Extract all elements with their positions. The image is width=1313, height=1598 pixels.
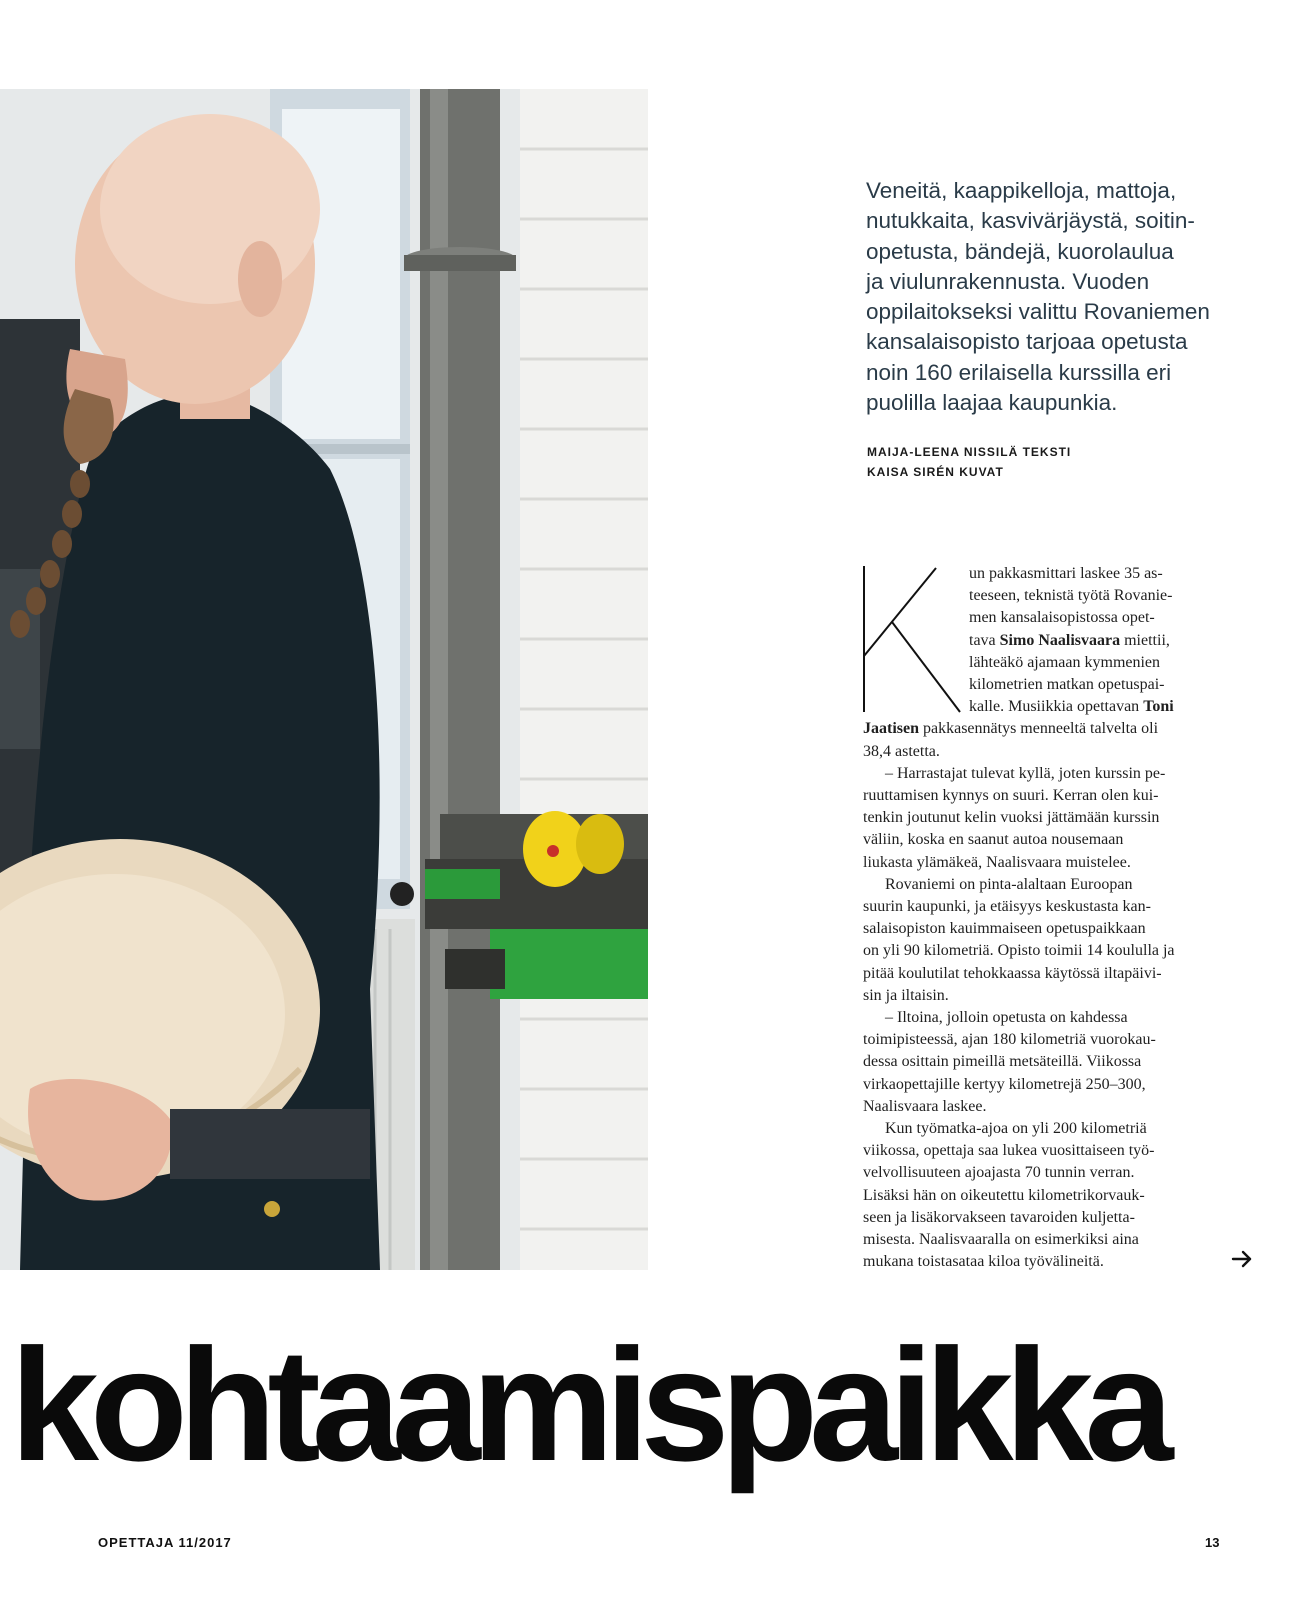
body-line: ruuttamisen kynnys on suuri. Kerran olen kui-: [863, 787, 1159, 805]
lead-line: kansalaisopisto tarjoaa opetusta: [866, 329, 1188, 355]
body-line: kilometrien matkan opetuspai-: [969, 676, 1165, 694]
person-name: Jaatisen: [863, 720, 919, 738]
lead-line: nutukkaita, kasvivärjäystä, soitin-: [866, 208, 1195, 234]
body-line: väliin, koska en saanut autoa nousemaan: [863, 831, 1124, 849]
page-number: 13: [1205, 1535, 1220, 1550]
body-line: un pakkasmittari laskee 35 as-: [969, 565, 1163, 582]
body-line: kalle. Musiikkia opettavan Toni: [969, 698, 1174, 716]
footer-magazine: OPETTAJA 11/2017: [98, 1535, 232, 1550]
lead-line: oppilaitokseksi valittu Rovaniemen: [866, 299, 1210, 325]
body-line: Kun työmatka-ajoa on yli 200 kilometriä: [885, 1120, 1147, 1138]
body-line: 38,4 astetta.: [863, 742, 940, 760]
body-line: tenkin joutunut kelin vuoksi jättämään kurssin: [863, 809, 1160, 827]
body-line: sin ja iltaisin.: [863, 986, 949, 1004]
body-line: teeseen, teknistä työtä Rovanie-: [969, 587, 1173, 605]
person-name: Toni: [1143, 698, 1174, 716]
lead-line: Veneitä, kaappikelloja, mattoja,: [866, 178, 1177, 203]
body-line: – Iltoina, jolloin opetusta on kahdessa: [885, 1009, 1128, 1027]
body-line: Rovaniemi on pinta-alaltaan Euroopan: [885, 875, 1133, 893]
person-name: Simo Naalisvaara: [999, 631, 1121, 649]
photo-illustration: [0, 89, 648, 1270]
body-line: viikossa, opettaja saa lukea vuosittaiseen työ-: [863, 1142, 1155, 1160]
body-line: velvollisuuteen ajoajasta 70 tunnin verran.: [863, 1164, 1135, 1182]
body-line: toimipisteessä, ajan 180 kilometriä vuorokau-: [863, 1031, 1156, 1049]
body-line: pitää koulutilat tehokkaassa käytössä iltapäivi-: [863, 964, 1162, 982]
body-line: suurin kaupunki, ja etäisyys keskustasta kan-: [863, 898, 1151, 916]
body-line: virkaopettajille kertyy kilometrejä 250–300,: [863, 1075, 1146, 1093]
lead-line: opetusta, bändejä, kuorolaulua: [866, 238, 1174, 264]
body-line: tava Simo Naalisvaara miettii,: [969, 631, 1170, 649]
body-line: lähteäkö ajamaan kymmenien: [969, 653, 1161, 671]
body-line: men kansalaisopistossa opet-: [969, 609, 1155, 627]
body-line: seen ja lisäkorvakseen tavaroiden kuljetta-: [863, 1208, 1135, 1226]
article-photo: [0, 89, 648, 1270]
credit-photos: KAISA SIRÉN KUVAT: [867, 465, 1004, 479]
credit-text: MAIJA-LEENA NISSILÄ TEKSTI: [867, 445, 1072, 459]
body-line: salaisopiston kauimmaiseen opetuspaikkaan: [863, 920, 1146, 938]
body-line: on yli 90 kilometriä. Opisto toimii 14 koululla ja: [863, 942, 1175, 960]
lead-line: puolilla laajaa kaupunkia.: [866, 390, 1118, 416]
body-line: mukana toistasataa kiloa työvälineitä.: [863, 1253, 1104, 1271]
body-line: liukasta ylämäkeä, Naalisvaara muistelee.: [863, 853, 1131, 871]
body-line: Jaatisen pakkasennätys menneeltä talvelta oli: [863, 720, 1159, 738]
lead-paragraph: [866, 176, 1226, 418]
body-line: Naalisvaara laskee.: [863, 1097, 987, 1115]
body-line: dessa osittain pimeillä metsäteillä. Viikossa: [863, 1053, 1142, 1071]
lead-line: ja viulunrakennusta. Vuoden: [866, 268, 1150, 294]
arrow-right-icon: [1231, 1250, 1253, 1268]
lead-line: noin 160 erilaisella kurssilla eri: [866, 359, 1172, 385]
body-line: Lisäksi hän on oikeutettu kilometrikorvauk-: [863, 1186, 1145, 1204]
article-body: [863, 563, 1233, 1274]
credits: [867, 442, 1071, 482]
headline: kohtaamispaikka: [10, 1315, 1165, 1494]
body-line: misesta. Naalisvaaralla on esimerkiksi aina: [863, 1231, 1139, 1249]
body-line: – Harrastajat tulevat kyllä, joten kurssin pe-: [885, 764, 1166, 782]
